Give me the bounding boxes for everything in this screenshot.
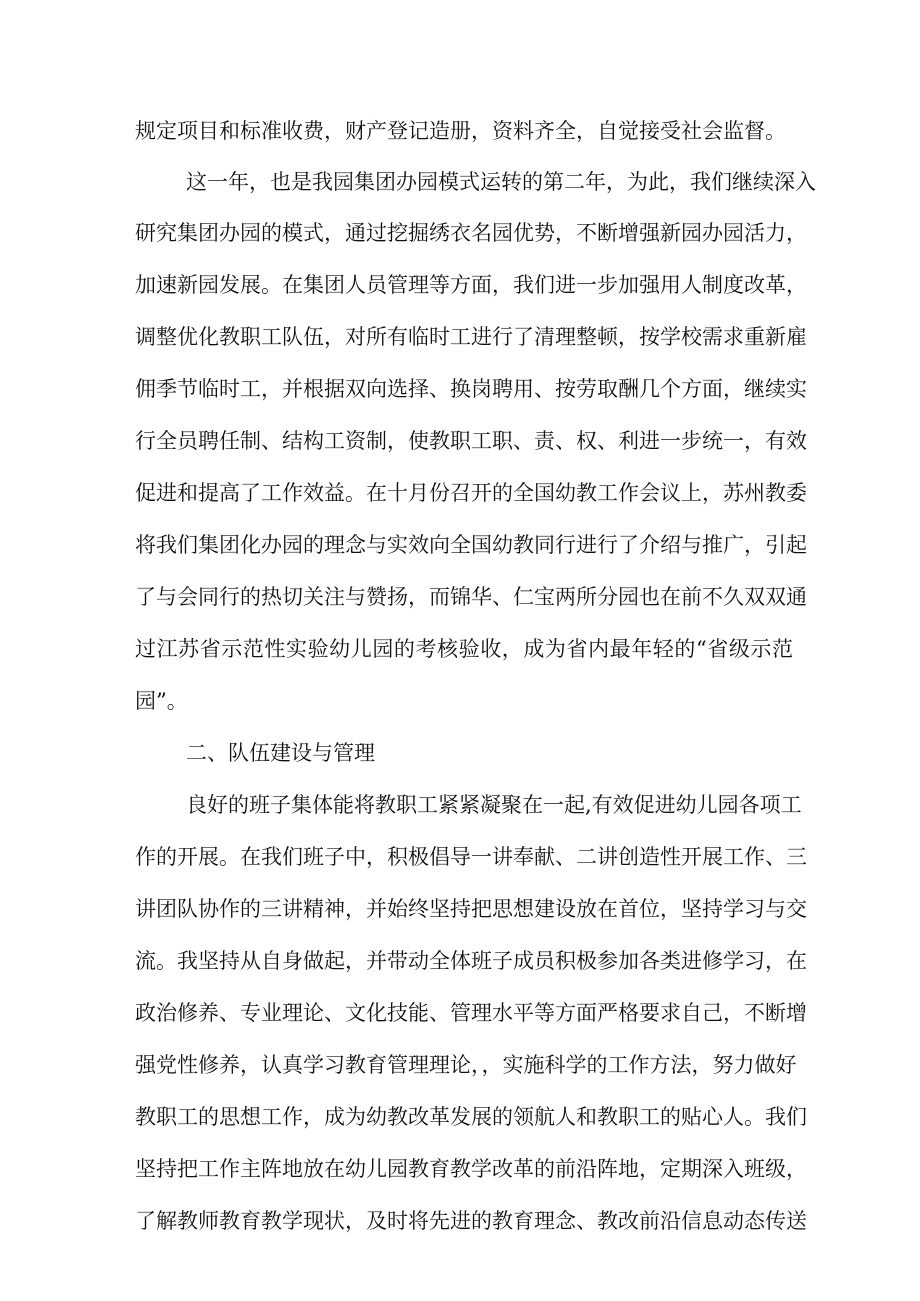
paragraph-line: 将我们集团化办园的理念与实效向全国幼教同行进行了介绍与推广，引起 <box>135 533 807 557</box>
paragraph-line: 讲团队协作的三讲精神，并始终坚持把思想建设放在首位，坚持学习与交 <box>135 897 807 921</box>
paragraph-line: 良好的班子集体能将教职工紧紧凝聚在一起,有效促进幼儿园各项工 <box>186 793 802 817</box>
paragraph-line: 调整优化教职工队伍，对所有临时工进行了清理整顿，按学校需求重新雇 <box>135 325 807 349</box>
paragraph-line: 强党性修养，认真学习教育管理理论，，实施科学的工作方法，努力做好 <box>135 1053 797 1077</box>
paragraph-line: 这一年，也是我园集团办园模式运转的第二年，为此，我们继续深入 <box>186 170 816 194</box>
paragraph-line: 坚持把工作主阵地放在幼儿园教育教学改革的前沿阵地，定期深入班级， <box>135 1157 807 1181</box>
paragraph-line: 了与会同行的热切关注与赞扬，而锦华、仁宝两所分园也在前不久双双通 <box>135 585 807 609</box>
paragraph-line: 规定项目和标准收费，财产登记造册，资料齐全，自觉接受社会监督。 <box>135 119 786 143</box>
paragraph-line: 政治修养、专业理论、文化技能、管理水平等方面严格要求自己，不断增 <box>135 1001 807 1025</box>
paragraph-line: 佣季节临时工，并根据双向选择、换岗聘用、按劳取酬几个方面，继续实 <box>135 377 807 401</box>
paragraph-line: 了解教师教育教学现状，及时将先进的教育理念、教改前沿信息动态传送 <box>135 1209 807 1233</box>
paragraph-line: 教职工的思想工作，成为幼教改革发展的领航人和教职工的贴心人。我们 <box>135 1105 807 1129</box>
paragraph-line: 研究集团办园的模式，通过挖掘绣衣名园优势，不断增强新园办园活力， <box>135 221 807 245</box>
paragraph-line: 加速新园发展。在集团人员管理等方面，我们进一步加强用人制度改革， <box>135 273 807 297</box>
paragraph-line: 行全员聘任制、结构工资制，使教职工职、责、权、利进一步统一，有效 <box>135 429 807 453</box>
paragraph-line: 流。我坚持从自身做起，并带动全体班子成员积极参加各类进修学习，在 <box>135 949 807 973</box>
paragraph-line: 园”。 <box>135 689 188 713</box>
paragraph-line: 过江苏省示范性实验幼儿园的考核验收，成为省内最年轻的“省级示范 <box>135 637 793 661</box>
paragraph-line: 作的开展。在我们班子中，积极倡导一讲奉献、二讲创造性开展工作、三 <box>135 845 807 869</box>
paragraph-line: 促进和提高了工作效益。在十月份召开的全国幼教工作会议上，苏州教委 <box>135 481 807 505</box>
heading-text: 二、队伍建设与管理 <box>186 741 375 765</box>
